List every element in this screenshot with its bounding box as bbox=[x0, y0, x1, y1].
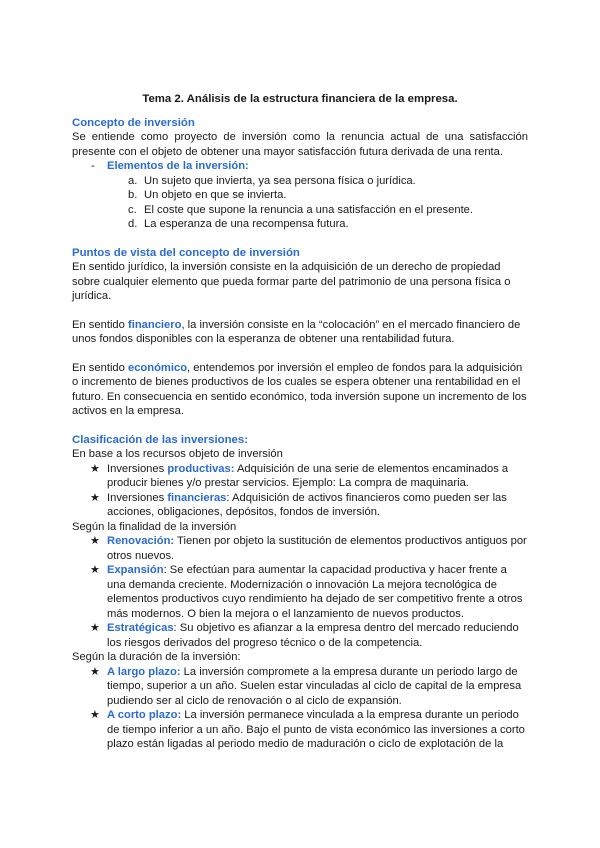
list-item bbox=[90, 462, 528, 491]
keyword: A largo plazo: bbox=[107, 665, 181, 678]
concepto-text: Se entiende como proyecto de inversión como la renuncia actual de una satisfacción presente con el objeto de obtener una mayor satisfacción futura derivada de una renta. bbox=[72, 131, 528, 158]
text-span: La inversión compromete a la empresa durante un periodo largo de tiempo, superior a un año. Suelen estar vinculadas al ciclo de capital de la empresa pudiendo ser al ciclo de renovación o al ciclo de expansión. bbox=[107, 665, 522, 707]
elementos-heading-row bbox=[91, 159, 528, 174]
list-recursos bbox=[90, 462, 528, 520]
list-marker: a. bbox=[128, 174, 138, 187]
group-label-duracion: Según la duración de la inversión: bbox=[72, 651, 241, 663]
keyword: financieras bbox=[167, 491, 227, 504]
star-icon: ★ bbox=[90, 622, 100, 634]
text-span: La inversión permanece vinculada a la empresa durante un periodo de tiempo inferior a un año. Bajo el punto de vista económico las inversiones a corto plazo están ligadas al periodo medio de maduración o ciclo de explotación de la bbox=[107, 709, 525, 750]
text-span: : Se efectúan para aumentar la capacidad productiva y hacer frente a una demanda creciente. Modernización o innovación La mejora tecnológica de elementos productivos cuyo rendimiento ha dejado de ser competitivo frente a otros más modernos. O bien la mejora o el lanzamiento de nuevos productos. bbox=[107, 564, 523, 620]
puntos-financiero bbox=[72, 318, 528, 347]
text-span: En sentido bbox=[72, 318, 128, 331]
list-item bbox=[90, 665, 528, 709]
list-item-text bbox=[107, 621, 528, 650]
list-item bbox=[90, 708, 528, 752]
list-item-text: El coste que supone la renuncia a una satisfacción en el presente. bbox=[144, 203, 474, 216]
text-span: Inversiones bbox=[107, 462, 168, 475]
puntos-economico bbox=[72, 361, 528, 419]
text-span: , la inversión consiste en la “colocación” en el mercado financiero de unos fondos disponibles con la esperanza de obtener una rentabilidad futura. bbox=[72, 318, 521, 345]
list-item bbox=[128, 203, 528, 218]
heading-concepto: Concepto de inversión bbox=[72, 116, 195, 129]
list-item bbox=[128, 217, 528, 232]
list-item-text bbox=[107, 665, 528, 709]
group-label-recursos: En base a los recursos objeto de inversión bbox=[72, 448, 283, 460]
text-span: En sentido bbox=[72, 361, 128, 374]
keyword: productivas: bbox=[167, 462, 235, 475]
star-icon: ★ bbox=[90, 491, 100, 504]
list-marker: b. bbox=[128, 189, 138, 201]
list-marker: c. bbox=[128, 203, 137, 216]
heading-clasificacion: Clasificación de las inversiones: bbox=[72, 433, 248, 446]
keyword: Renovación: bbox=[107, 535, 175, 547]
text-span: , entendemos por inversión el empleo de fondos para la adquisición o incremento de bienes productivos de los cuales se espera obtener una rentabilidad en el futuro. En consecuencia en sentido económico, toda inversión supone un incremento de los activos en la empresa. bbox=[72, 361, 527, 417]
text-span: : Su objetivo es afianzar a la empresa dentro del mercado reduciendo los riesgos derivados del progreso técnico o de la competencia. bbox=[107, 622, 519, 649]
list-item bbox=[90, 491, 528, 520]
list-duracion bbox=[90, 665, 528, 752]
list-item bbox=[90, 534, 528, 563]
text-span: Inversiones bbox=[107, 491, 168, 504]
list-item-text: La esperanza de una recompensa futura. bbox=[144, 218, 349, 230]
list-item-text bbox=[107, 563, 528, 621]
star-icon: ★ bbox=[90, 665, 100, 678]
keyword: Expansión bbox=[107, 564, 164, 576]
list-finalidad bbox=[90, 534, 528, 650]
keyword: Estratégicas bbox=[107, 622, 174, 634]
text-span: Adquisición de una serie de elementos encaminados a producir bienes y/o prestar servicios. Ejemplo: La compra de maquinaria. bbox=[107, 462, 509, 489]
list-item bbox=[128, 174, 528, 189]
list-item-text: Un sujeto que invierta, ya sea persona física o jurídica. bbox=[144, 174, 416, 187]
keyword-financiero: financiero bbox=[127, 318, 182, 331]
keyword: A corto plazo: bbox=[107, 709, 182, 721]
group-label-finalidad: Según la finalidad de la inversión bbox=[72, 520, 237, 533]
list-item-text bbox=[107, 462, 528, 491]
list-marker: d. bbox=[128, 218, 138, 230]
list-item bbox=[128, 188, 528, 203]
document-title: Tema 2. Análisis de la estructura financiera de la empresa. bbox=[142, 93, 458, 105]
document-content bbox=[72, 92, 528, 752]
list-item bbox=[90, 621, 528, 650]
elementos-list bbox=[128, 174, 528, 232]
list-item bbox=[90, 563, 528, 621]
heading-puntos: Puntos de vista del concepto de inversión bbox=[72, 246, 300, 259]
list-item-text bbox=[107, 491, 528, 520]
text-span: Tienen por objeto la sustitución de elementos productivos antiguos por otros nuevos. bbox=[107, 535, 527, 562]
star-icon: ★ bbox=[90, 462, 100, 475]
elementos-heading: Elementos de la inversión: bbox=[107, 160, 249, 172]
text-span: : Adquisición de activos financieros como pueden ser las acciones, obligaciones, depósitos, fondos de inversión. bbox=[107, 491, 507, 518]
list-item-text: Un objeto en que se invierta. bbox=[144, 189, 287, 201]
puntos-juridico: En sentido jurídico, la inversión consiste en la adquisición de un derecho de propiedad sobre cualquier elemento que pueda formar parte del patrimonio de una persona física o jurídica. bbox=[72, 261, 511, 302]
star-icon: ★ bbox=[90, 564, 100, 576]
star-icon: ★ bbox=[90, 709, 100, 721]
list-item-text bbox=[107, 708, 528, 752]
star-icon: ★ bbox=[90, 535, 100, 547]
keyword-economico: económico bbox=[127, 361, 188, 374]
dash-bullet: - bbox=[91, 160, 95, 172]
list-item-text bbox=[107, 534, 528, 563]
